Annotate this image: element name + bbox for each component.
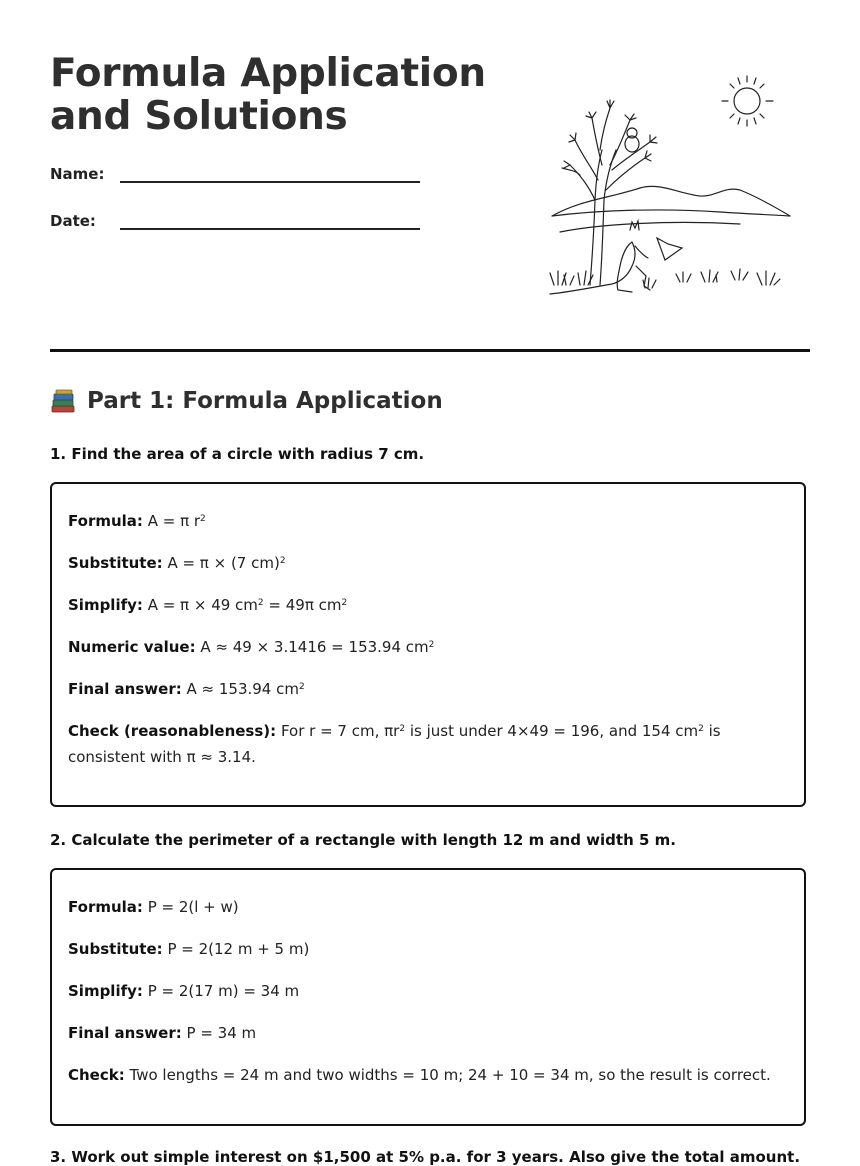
q1-numeric: Numeric value: A ≈ 49 × 3.1416 = 153.94 $cm^2$: [68, 638, 435, 656]
name-line[interactable]: [120, 167, 420, 183]
outback-illustration: [540, 70, 800, 302]
part-1-title: Part 1: Formula Application: [87, 388, 443, 414]
q2-check: Check: Two lengths = 24 m and two widths = 10 m; 24 + 10 = 34 m, so the result is correct.: [68, 1066, 771, 1084]
sun-icon: [722, 76, 773, 126]
date-label: Date:: [50, 212, 96, 230]
q2-formula: Formula: P = 2(l + w): [68, 898, 239, 916]
question-3: 3. Work out simple interest on $1,500 at 5% p.a. for 3 years. Also give the total amount.: [50, 1148, 801, 1166]
boomerang-icon: [657, 238, 682, 260]
grass-icon: [550, 269, 780, 288]
answer-box-2: [50, 868, 806, 1126]
q1-substitute: Substitute: A = π × (7 cm)$^2$: [68, 554, 286, 572]
q2-final: Final answer: P = 34 m: [68, 1024, 257, 1042]
answer-box-1: [50, 482, 806, 807]
tree-icon: [562, 100, 657, 285]
date-field[interactable]: [50, 212, 420, 230]
q1-check: Check (reasonableness): For r = 7 cm, $\pi r^2$ is just under 4×49 = 196, and 154 $cm^2$ is consistent with π ≈ 3.14.: [68, 722, 721, 766]
q1-final: Final answer: A ≈ 153.94 $cm^2$: [68, 680, 305, 698]
q2-simplify: Simplify: P = 2(17 m) = 34 m: [68, 982, 300, 1000]
date-line[interactable]: [120, 214, 420, 230]
question-1: 1. Find the area of a circle with radius 7 cm.: [50, 445, 425, 463]
name-label: Name:: [50, 165, 105, 183]
question-2: 2. Calculate the perimeter of a rectangle with length 12 m and width 5 m.: [50, 831, 676, 849]
section-divider: [50, 349, 810, 352]
q1-simplify: Simplify: A = π × 49 $cm^2 = 49\pi$ $cm^2$: [68, 596, 348, 614]
title-line-2: and Solutions: [50, 94, 348, 139]
hills-icon: [552, 186, 790, 232]
q2-substitute: Substitute: P = 2(12 m + 5 m): [68, 940, 310, 958]
part-1-heading: [50, 388, 443, 414]
title-line-1: Formula Application: [50, 51, 486, 96]
q1-formula: Formula: A = π $r^2$: [68, 512, 206, 530]
name-field[interactable]: [50, 165, 420, 183]
books-icon: [50, 388, 76, 414]
page-title: [50, 52, 486, 138]
